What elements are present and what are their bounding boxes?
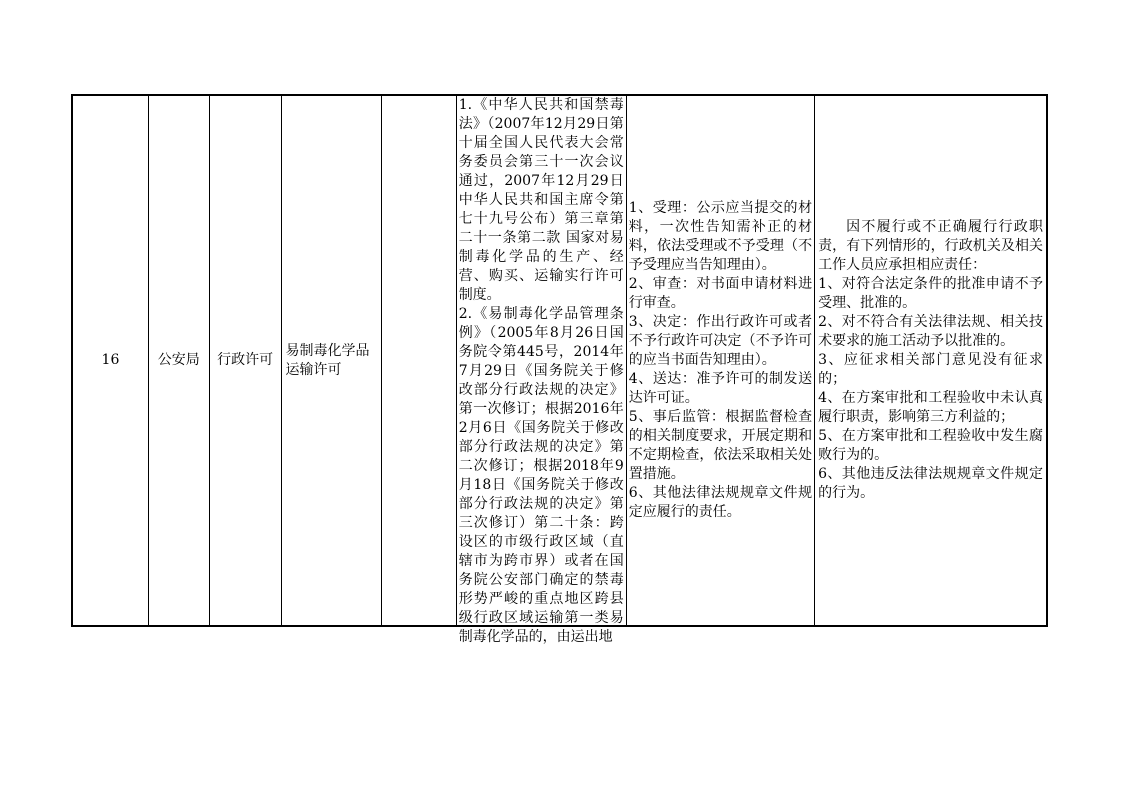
procedure-cell (626, 96, 814, 626)
department-cell (148, 96, 209, 626)
row-number-cell (73, 96, 149, 626)
accountability-item: 2、对不符合有关法律法规、相关技术要求的施工活动予以批准的。 (818, 314, 1043, 349)
department: 公安局 (157, 352, 200, 368)
procedure-item: 3、决定：作出行政许可或者不予行政许可决定（不予许可的应当书面告知理由）。 (628, 314, 813, 368)
procedure-item: 2、审查：对书面申请材料进行审查。 (628, 276, 813, 311)
legal-basis-item: 2.《易制毒化学品管理条例》（2005年8月26日国务院令第445号，2014年7月29日《国务院关于修改部分行政法规的决定》第一次修订；根据2016年2月6日《国务院关于修改部分行政法规的决定》第二次修订；根据2018年9月18日《国务院关于修改部分行政法规的决定》第三次修订）第二十条：跨设区的市级行政区域（直辖市为跨市界）或者在国务院公安部门确定的禁毒形势严峻的重点地区跨县级行政区域运输第一类易制毒化学品的，由运出地 (458, 306, 624, 645)
accountability-item: 4、在方案审批和工程验收中未认真履行职责，影响第三方利益的； (818, 390, 1043, 425)
procedure-item: 5、事后监管：根据监督检查的相关制度要求，开展定期和不定期检查，依法采取相关处置措施。 (628, 409, 813, 482)
accountability-item: 5、在方案审批和工程验收中发生腐败行为的。 (818, 428, 1043, 463)
procedure-list (627, 199, 814, 522)
accountability-cell (815, 96, 1047, 626)
procedure-item: 4、送达：准予许可的制发送达许可证。 (628, 371, 813, 406)
category: 行政许可 (217, 352, 274, 368)
accountability-item: 1、对符合法定条件的批准申请不予受理、批准的。 (818, 276, 1043, 311)
procedure-item: 6、其他法律法规规章文件规定应履行的责任。 (628, 485, 813, 520)
permission-table (72, 95, 1047, 645)
table-row (73, 96, 1047, 626)
procedure-item: 1、受理：公示应当提交的材料，一次性告知需补正的材料，依法受理或不予受理（不予受理应当告知理由）。 (628, 200, 813, 273)
legal-basis-text (457, 96, 626, 645)
accountability-item: 3、应征求相关部门意见没有征求的； (818, 352, 1043, 387)
row-number: 16 (101, 352, 120, 368)
accountability-intro: 因不履行或不正确履行行政职责，有下列情形的，行政机关及相关工作人员应承担相应责任： (818, 219, 1043, 273)
legal-basis-cell (456, 96, 626, 645)
accountability-list (815, 218, 1046, 503)
legal-basis-item: 1.《中华人民共和国禁毒法》（2007年12月29日第十届全国人民代表大会常务委员会第三十一次会议通过，2007年12月29日中华人民共和国主席令第七十九号公布）第三章第二十一条第二款 国家对易制毒化学品的生产、经营、购买、运输实行许可制度。 (458, 97, 624, 303)
item-name-cell (281, 96, 381, 626)
item-name: 易制毒化学品运输许可 (285, 342, 370, 378)
accountability-item: 6、其他违反法律法规规章文件规定的行为。 (818, 466, 1043, 501)
blank-cell (381, 96, 456, 626)
category-cell (209, 96, 281, 626)
